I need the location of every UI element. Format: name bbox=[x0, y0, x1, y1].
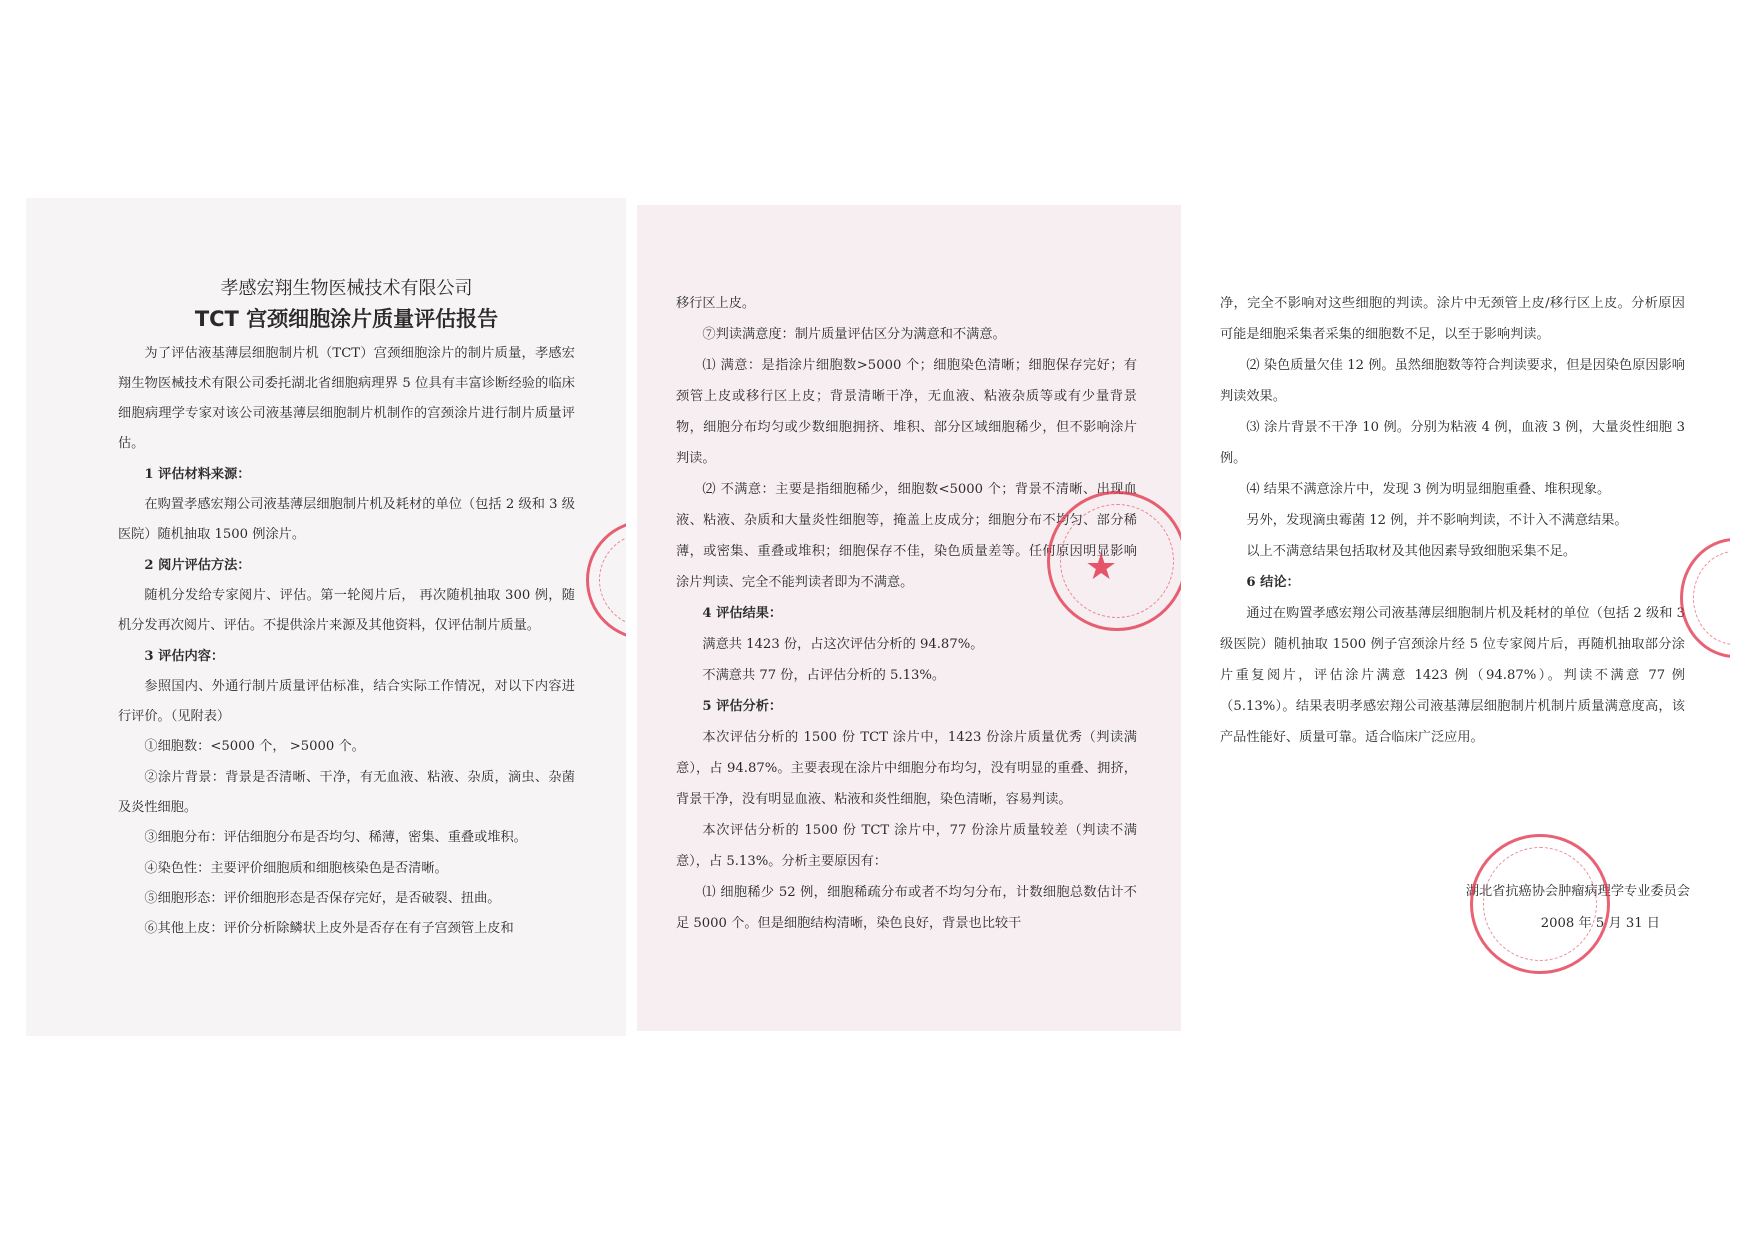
document-page-2 bbox=[637, 205, 1181, 1031]
criteria-item: ②涂片背景：背景是否清晰、干净，有无血液、粘液、杂质，滴虫、杂菌及炎性细胞。 bbox=[118, 769, 575, 816]
result-satisfied: 满意共 1423 份，占这次评估分析的 94.87%。 bbox=[702, 637, 984, 652]
section-6-heading: 6 结论： bbox=[1246, 575, 1300, 590]
paragraph: 移行区上皮。 bbox=[676, 296, 756, 311]
paragraph: ⑵ 染色质量欠佳 12 例。虽然细胞数等符合判读要求，但是因染色原因影响判读效果。 bbox=[1220, 358, 1685, 404]
paragraph: ⑶ 涂片背景不干净 10 例。分别为粘液 4 例，血液 3 例，大量炎性细胞 3 例。 bbox=[1220, 420, 1685, 466]
section-2-heading: 2 阅片评估方法： bbox=[144, 557, 251, 573]
section-4-heading: 4 评估结果： bbox=[702, 606, 783, 621]
section-2-text: 随机分发给专家阅片、评估。第一轮阅片后， 再次随机抽取 300 例，随机分发再次阅片、评估。不提供涂片来源及其他资料，仅评估制片质量。 bbox=[118, 587, 575, 634]
paragraph: 本次评估分析的 1500 份 TCT 涂片中，77 份涂片质量较差（判读不满意），占 5.13%。分析主要原因有： bbox=[676, 823, 1137, 869]
paragraph: ⑴ 细胞稀少 52 例，细胞稀疏分布或者不均匀分布，计数细胞总数估计不足 5000 个。但是细胞结构清晰，染色良好，背景也比较干 bbox=[676, 885, 1137, 931]
result-unsatisfied: 不满意共 77 份，占评估分析的 5.13%。 bbox=[702, 668, 946, 683]
conclusion-paragraph: 通过在购置孝感宏翔公司液基薄层细胞制片机及耗材的单位（包括 2 级和 3 级医院）随机抽取 1500 例子宫颈涂片经 5 位专家阅片后，再随机抽取部分涂片重复阅片，评估涂片满意 1423 例（94.87%）。判读不满意 77 例（5.13%）。结果表明孝感宏翔公司液基薄层细胞制片机制片质量满意度高，该产品性能好、质量可靠。适合临床广泛应用。 bbox=[1220, 606, 1685, 745]
paragraph: 净，完全不影响对这些细胞的判读。涂片中无颈管上皮/移行区上皮。分析原因可能是细胞采集者采集的细胞数不足，以至于影响判读。 bbox=[1220, 296, 1685, 342]
paragraph: ⑴ 满意：是指涂片细胞数>5000 个；细胞染色清晰；细胞保存完好；有颈管上皮或移行区上皮；背景清晰干净，无血液、粘液杂质等或有少量背景物，细胞分布均匀或少数细胞拥挤、堆积、部分区域细胞稀少，但不影响涂片判读。 bbox=[676, 358, 1137, 466]
paragraph: 本次评估分析的 1500 份 TCT 涂片中，1423 份涂片质量优秀（判读满意），占 94.87%。主要表现在涂片中细胞分布均匀，没有明显的重叠、拥挤，背景干净，没有明显血液、粘液和炎性细胞，染色清晰，容易判读。 bbox=[676, 730, 1137, 807]
paragraph: ⑵ 不满意：主要是指细胞稀少，细胞数<5000 个；背景不清晰、出现血液、粘液、杂质和大量炎性细胞等，掩盖上皮成分；细胞分布不均匀、部分稀薄，或密集、重叠或堆积；细胞保存不佳，染色质量差等。任何原因明显影响涂片判读、完全不能判读者即为不满意。 bbox=[676, 482, 1137, 590]
seal-stamp-partial bbox=[586, 520, 626, 640]
section-5-heading: 5 评估分析： bbox=[702, 699, 783, 714]
section-1-text: 在购置孝感宏翔公司液基薄层细胞制片机及耗材的单位（包括 2 级和 3 级医院）随机抽取 1500 例涂片。 bbox=[118, 497, 575, 543]
criteria-item: ①细胞数：<5000 个， >5000 个。 bbox=[144, 739, 365, 755]
intro-paragraph: 为了评估液基薄层细胞制片机（TCT）宫颈细胞涂片的制片质量，孝感宏翔生物医械技术有限公司委托湖北省细胞病理界 5 位具有丰富诊断经验的临床细胞病理学专家对该公司液基薄层细胞制片机制作的宫颈涂片进行制片质量评估。 bbox=[118, 345, 575, 452]
criteria-item: ⑥其他上皮：评价分析除鳞状上皮外是否存在有子宫颈管上皮和 bbox=[144, 921, 514, 937]
page-1-text bbox=[118, 274, 575, 945]
paragraph: ⑦判读满意度：制片质量评估区分为满意和不满意。 bbox=[702, 327, 1006, 342]
section-3-text: 参照国内、外通行制片质量评估标准，结合实际工作情况，对以下内容进行评价。（见附表） bbox=[118, 678, 575, 725]
signature-org: 湖北省抗癌协会肿瘤病理学专业委员会 bbox=[1465, 884, 1690, 899]
paragraph: ⑷ 结果不满意涂片中，发现 3 例为明显细胞重叠、堆积现象。 bbox=[1246, 482, 1611, 497]
seal-stamp-partial bbox=[1680, 538, 1730, 658]
document-page-3 bbox=[1200, 198, 1730, 1032]
page-3-text bbox=[1220, 288, 1685, 753]
seal-star-icon: ★ bbox=[1085, 547, 1118, 588]
page-2-text bbox=[676, 288, 1137, 939]
section-3-heading: 3 评估内容： bbox=[144, 648, 225, 664]
criteria-item: ③细胞分布：评估细胞分布是否均匀、稀薄，密集、重叠或堆积。 bbox=[144, 830, 527, 846]
report-title: TCT 宫颈细胞涂片质量评估报告 bbox=[194, 307, 499, 332]
criteria-item: ④染色性：主要评价细胞质和细胞核染色是否清晰。 bbox=[144, 860, 448, 876]
section-1-heading: 1 评估材料来源： bbox=[144, 466, 251, 482]
signature-block bbox=[1466, 876, 1690, 940]
company-name: 孝感宏翔生物医械技术有限公司 bbox=[220, 278, 473, 299]
paragraph: 以上不满意结果包括取材及其他因素导致细胞采集不足。 bbox=[1246, 544, 1577, 559]
paragraph: 另外，发现滴虫霉菌 12 例，并不影响判读，不计入不满意结果。 bbox=[1246, 513, 1628, 528]
document-page-1 bbox=[26, 198, 626, 1036]
criteria-item: ⑤细胞形态：评价细胞形态是否保存完好，是否破裂、扭曲。 bbox=[144, 890, 501, 906]
signature-date: 2008 年 5 月 31 日 bbox=[1540, 916, 1660, 931]
